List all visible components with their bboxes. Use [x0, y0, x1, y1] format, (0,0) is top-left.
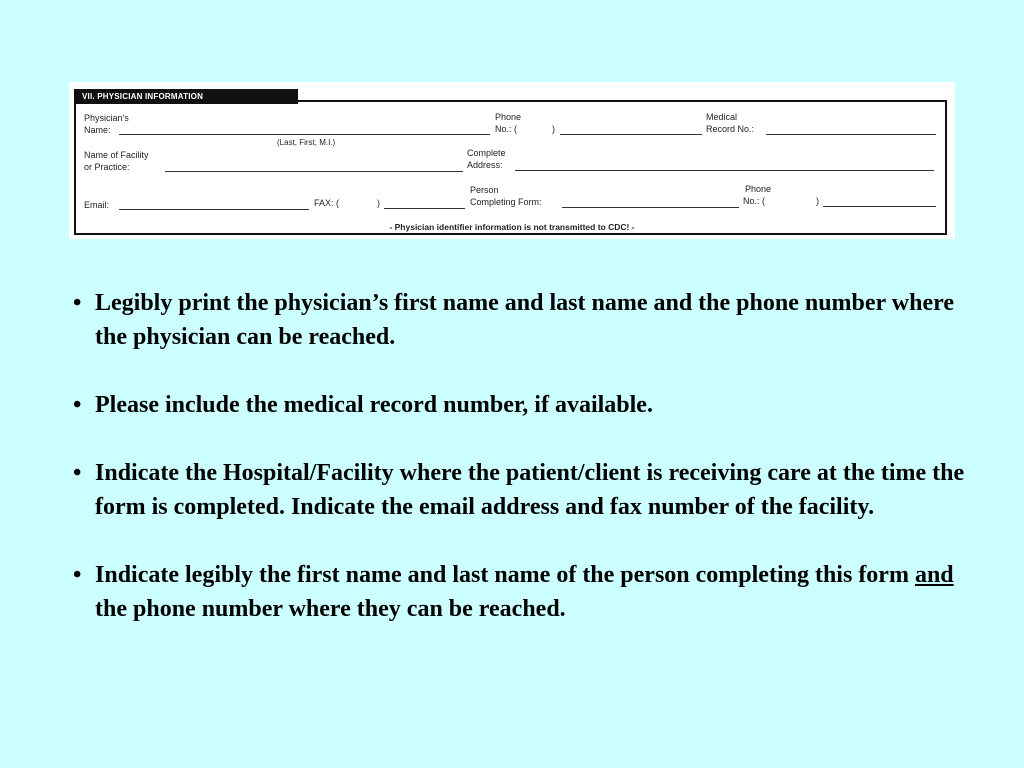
person-label-line1: Person [470, 185, 499, 195]
phone2-label-line2: No.: ( [743, 196, 766, 206]
fax-label: FAX: ( [314, 198, 340, 208]
instruction-item-person-completing [73, 558, 973, 626]
section-title: VII. PHYSICIAN INFORMATION [74, 89, 298, 104]
phone-label-line2: No.: ( [495, 124, 518, 134]
phone2-paren-close: ) [816, 196, 819, 206]
medical-record-field[interactable] [766, 134, 936, 135]
physician-information-form-image [69, 82, 955, 239]
email-field[interactable] [119, 209, 309, 210]
instruction-item-facility [73, 456, 973, 524]
phone2-label-line1: Phone [745, 184, 772, 194]
name-format-hint: (Last, First, M.I.) [277, 138, 336, 147]
person-label-line2: Completing Form: [470, 197, 542, 207]
fax-paren-close: ) [377, 198, 380, 208]
bullet-marker: • [73, 460, 82, 486]
phone-paren-close: ) [552, 124, 555, 134]
bullet-marker: • [73, 562, 82, 588]
physician-label-line2: Name: [84, 125, 111, 135]
bullet-marker: • [73, 290, 82, 316]
instruction-text [95, 558, 973, 626]
address-field[interactable] [515, 170, 934, 171]
cdc-disclaimer-note: - Physician identifier information is not transmitted to CDC! - [389, 222, 635, 232]
address-label-line1: Complete [467, 148, 506, 158]
fax-field[interactable] [384, 208, 465, 209]
physician-phone-field[interactable] [560, 134, 702, 135]
instruction-list [73, 286, 973, 660]
instruction-item-physician-name [73, 286, 973, 354]
instruction-text-end: the phone number where they can be reached. [95, 596, 566, 622]
person-completing-field[interactable] [562, 207, 739, 208]
facility-name-field[interactable] [165, 171, 463, 172]
person-phone-field[interactable] [823, 206, 936, 207]
facility-label-line1: Name of Facility [84, 150, 149, 160]
medical-label-line1: Medical [706, 112, 738, 122]
instruction-item-medical-record [73, 388, 973, 422]
physician-name-field[interactable] [119, 134, 490, 135]
medical-label-line2: Record No.: [706, 124, 755, 134]
instruction-text: Legibly print the physician’s first name and last name and the phone number where the physician can be reached. [95, 290, 954, 350]
instruction-text-start: Indicate legibly the first name and last name of the person completing this form [95, 562, 915, 588]
facility-label-line2: or Practice: [84, 162, 130, 172]
address-label-line2: Address: [467, 160, 503, 170]
physician-label-line1: Physician's [84, 113, 129, 123]
instruction-text: Indicate the Hospital/Facility where the patient/client is receiving care at the time the form is completed. Indicate the email address and fax number of the facility. [95, 460, 965, 520]
instruction-text: Please include the medical record number, if available. [95, 392, 653, 418]
email-label: Email: [84, 200, 110, 210]
underlined-and: and [914, 562, 954, 588]
phone-label-line1: Phone [495, 112, 522, 122]
bullet-marker: • [73, 392, 82, 418]
